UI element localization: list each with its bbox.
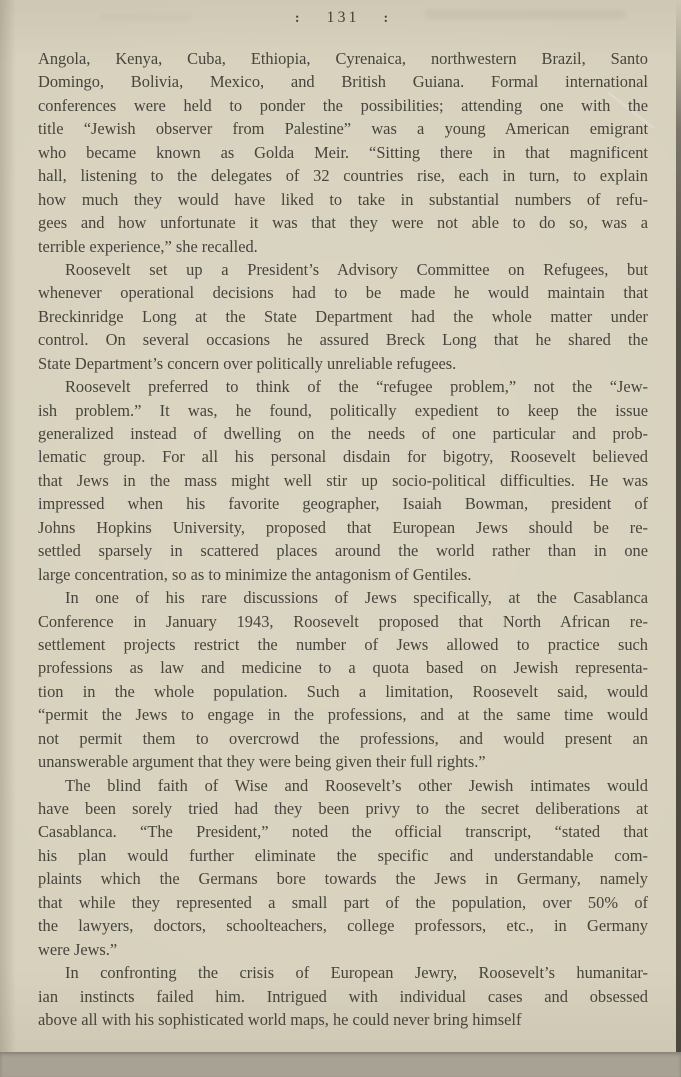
gutter-shadow: [0, 0, 16, 1077]
paragraph: [38, 258, 648, 375]
text-line: ish problem.” It was, he found, politically expedient to keep the issue: [38, 400, 648, 420]
text-line: Conference in January 1943, Roosevelt proposed that North African re-: [38, 611, 648, 631]
text-line: In one of his rare discussions of Jews specifically, at the Casablanca: [65, 588, 648, 608]
text-line: impressed when his favorite geographer, Isaiah Bowman, president of: [38, 494, 648, 514]
text-line: conferences were held to ponder the possibilities; attending one with the: [38, 95, 648, 115]
paragraph: [38, 47, 648, 258]
text-line: large concentration, so as to minimize the antagonism of Gentiles.: [38, 564, 472, 584]
scan-bottom-strip: [0, 1052, 681, 1077]
paragraph: [38, 375, 648, 586]
text-line: title “Jewish observer from Palestine” was a young American emigrant: [38, 119, 648, 139]
text-line: were Jews.”: [38, 939, 118, 959]
text-line: The blind faith of Wise and Roosevelt’s other Jewish intimates would: [65, 775, 648, 795]
text-block: [38, 47, 648, 1031]
text-line: plaints which the Germans bore towards the Jews in Germany, namely: [38, 869, 648, 889]
text-line: Johns Hopkins University, proposed that European Jews should be re-: [38, 517, 648, 537]
text-line: Breckinridge Long at the State Department had the whole matter under: [38, 306, 648, 326]
text-line: that Jews in the mass might well stir up socio-political difficulties. He was: [38, 470, 648, 490]
folio-right-colon: :: [383, 11, 392, 26]
text-line: how much they would have liked to take in substantial numbers of refu-: [38, 189, 648, 209]
folio-left-colon: :: [294, 11, 303, 26]
text-line: Domingo, Bolivia, Mexico, and British Guiana. Formal international: [38, 72, 648, 92]
text-line: settlement projects restrict the number of Jews allowed to practice such: [38, 634, 648, 654]
paragraph: [38, 586, 648, 774]
text-line: lematic group. For all his personal disdain for bigotry, Roosevelt believed: [38, 447, 648, 467]
text-line: hall, listening to the delegates of 32 countries rise, each in turn, to explain: [38, 166, 648, 186]
text-line: Roosevelt preferred to think of the “refugee problem,” not the “Jew-: [65, 377, 648, 397]
text-line: not permit them to overcrowd the professions, and would present an: [38, 728, 648, 748]
text-line: professions as law and medicine to a quota based on Jewish representa-: [38, 658, 648, 678]
text-line: terrible experience,” she recalled.: [38, 236, 258, 256]
page-number: [38, 9, 648, 27]
text-line: the lawyers, doctors, schoolteachers, college professors, etc., in Germany: [38, 916, 648, 936]
text-line: Casablanca. “The President,” noted the official transcript, “stated that: [38, 822, 648, 842]
text-line: unanswerable argument that they were being given their full rights.”: [38, 752, 486, 772]
text-line: his plan would further eliminate the specific and understandable com-: [38, 845, 648, 865]
text-line: above all with his sophisticated world maps, he could never bring himself: [38, 1009, 522, 1029]
paragraph: [38, 774, 648, 962]
text-line: that while they represented a small part of the population, over 50% of: [38, 892, 648, 912]
page-edge-shadow: [676, 0, 681, 1077]
text-line: ian instincts failed him. Intrigued with individual cases and obsessed: [38, 986, 648, 1006]
text-line: In confronting the crisis of European Jewry, Roosevelt’s humanitar-: [65, 963, 648, 983]
paragraph: [38, 961, 648, 1031]
text-line: Angola, Kenya, Cuba, Ethiopia, Cyrenaica, northwestern Brazil, Santo: [38, 49, 648, 68]
text-line: “permit the Jews to engage in the professions, and at the same time would: [38, 705, 648, 725]
text-line: generalized instead of dwelling on the needs of one particular and prob-: [38, 424, 648, 443]
text-line: Roosevelt set up a President’s Advisory Committee on Refugees, but: [65, 259, 648, 279]
text-line: have been sorely tried had they been privy to the secret deliberations at: [38, 799, 648, 818]
text-line: tion in the whole population. Such a limitation, Roosevelt said, would: [38, 681, 648, 701]
text-line: whenever operational decisions had to be made he would maintain that: [38, 283, 648, 303]
text-line: gees and how unfortunate it was that they were not able to do so, was a: [38, 213, 648, 233]
folio-number: 131: [326, 9, 360, 26]
text-line: control. On several occasions he assured Breck Long that he shared the: [38, 330, 648, 350]
text-line: who became known as Golda Meir. “Sitting there in that magnificent: [38, 142, 648, 162]
text-line: settled sparsely in scattered places around the world rather than in one: [38, 541, 648, 561]
text-line: State Department’s concern over politically unreliable refugees.: [38, 353, 457, 373]
